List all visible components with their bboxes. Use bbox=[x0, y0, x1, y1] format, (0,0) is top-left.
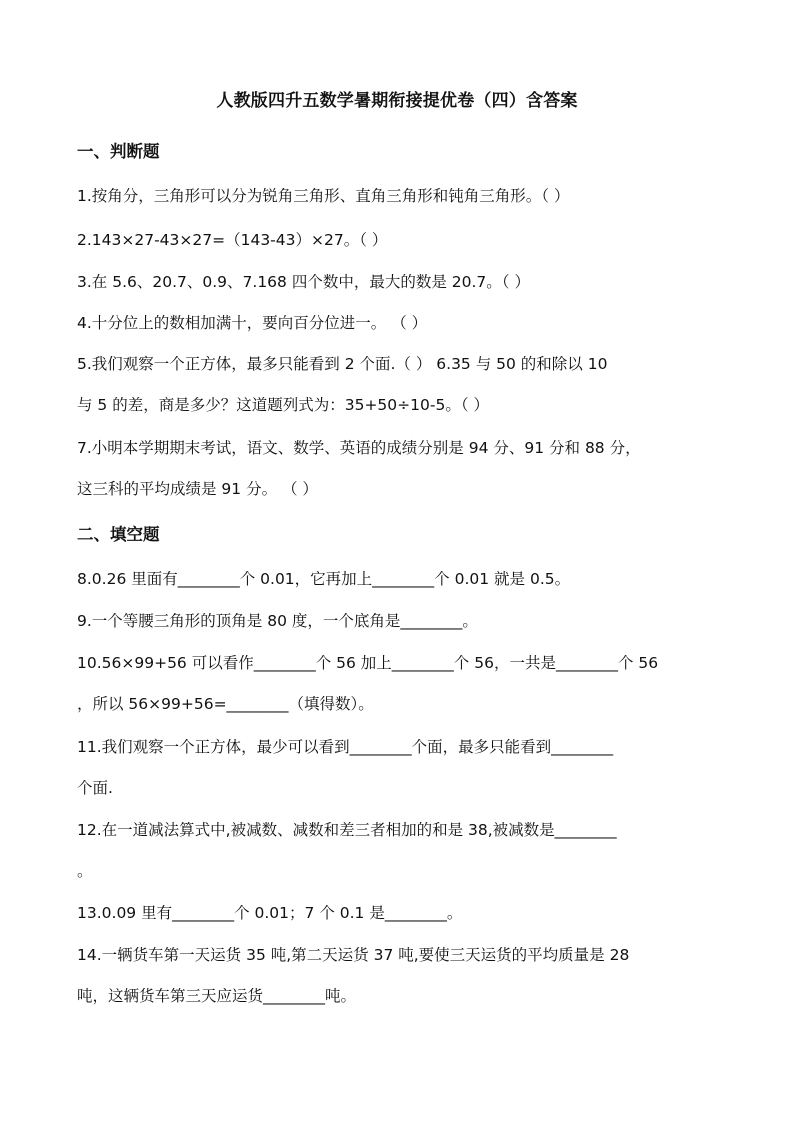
question-3: 3.在 5.6、20.7、0.9、7.168 四个数中，最大的数是 20.7。（ ） bbox=[77, 273, 530, 291]
question-7-line-1: 7.小明本学期期末考试，语文、数学、英语的成绩分别是 94 分、91 分和 88 分， bbox=[77, 439, 641, 457]
question-4: 4.十分位上的数相加满十，要向百分位进一。 （ ） bbox=[77, 314, 428, 332]
question-14-line-1: 14.一辆货车第一天运货 35 吨,第二天运货 37 吨,要使三天运货的平均质量是 28 bbox=[77, 946, 630, 964]
section-heading-judge: 一、判断题 bbox=[77, 142, 160, 161]
section-heading-fill: 二、填空题 bbox=[77, 525, 160, 544]
question-7-line-2: 这三科的平均成绩是 91 分。 （ ） bbox=[77, 480, 318, 498]
question-13: 13.0.09 里有________个 0.01；7 个 0.1 是________。 bbox=[77, 904, 463, 922]
question-1: 1.按角分，三角形可以分为锐角三角形、直角三角形和钝角三角形。（ ） bbox=[77, 187, 570, 205]
question-9: 9.一个等腰三角形的顶角是 80 度，一个底角是________。 bbox=[77, 612, 478, 630]
question-10-line-1: 10.56×99+56 可以看作________个 56 加上________个 56，一共是________个 56 bbox=[77, 654, 659, 672]
question-12-line-2: 。 bbox=[77, 862, 93, 880]
question-5-line-2: 与 5 的差，商是多少？这道题列式为：35+50÷10-5。（ ） bbox=[77, 396, 489, 414]
question-11-line-1: 11.我们观察一个正方体，最少可以看到________个面，最多只能看到________ bbox=[77, 738, 614, 756]
question-11-line-2: 个面. bbox=[77, 779, 113, 797]
question-14-line-2: 吨，这辆货车第三天应运货________吨。 bbox=[77, 987, 357, 1005]
page-title: 人教版四升五数学暑期衔接提优卷（四）含答案 bbox=[216, 91, 578, 111]
question-10-line-2: ，所以 56×99+56=________（填得数）。 bbox=[77, 695, 374, 713]
question-12-line-1: 12.在一道减法算式中,被减数、减数和差三者相加的和是 38,被减数是________ bbox=[77, 821, 617, 839]
question-2: 2.143×27-43×27=（143-43）×27。（ ） bbox=[77, 231, 388, 249]
question-8: 8.0.26 里面有________个 0.01，它再加上________个 0.01 就是 0.5。 bbox=[77, 570, 571, 588]
question-5-line-1: 5.我们观察一个正方体，最多只能看到 2 个面.（ ） 6.35 与 50 的和除以 10 bbox=[77, 355, 608, 373]
